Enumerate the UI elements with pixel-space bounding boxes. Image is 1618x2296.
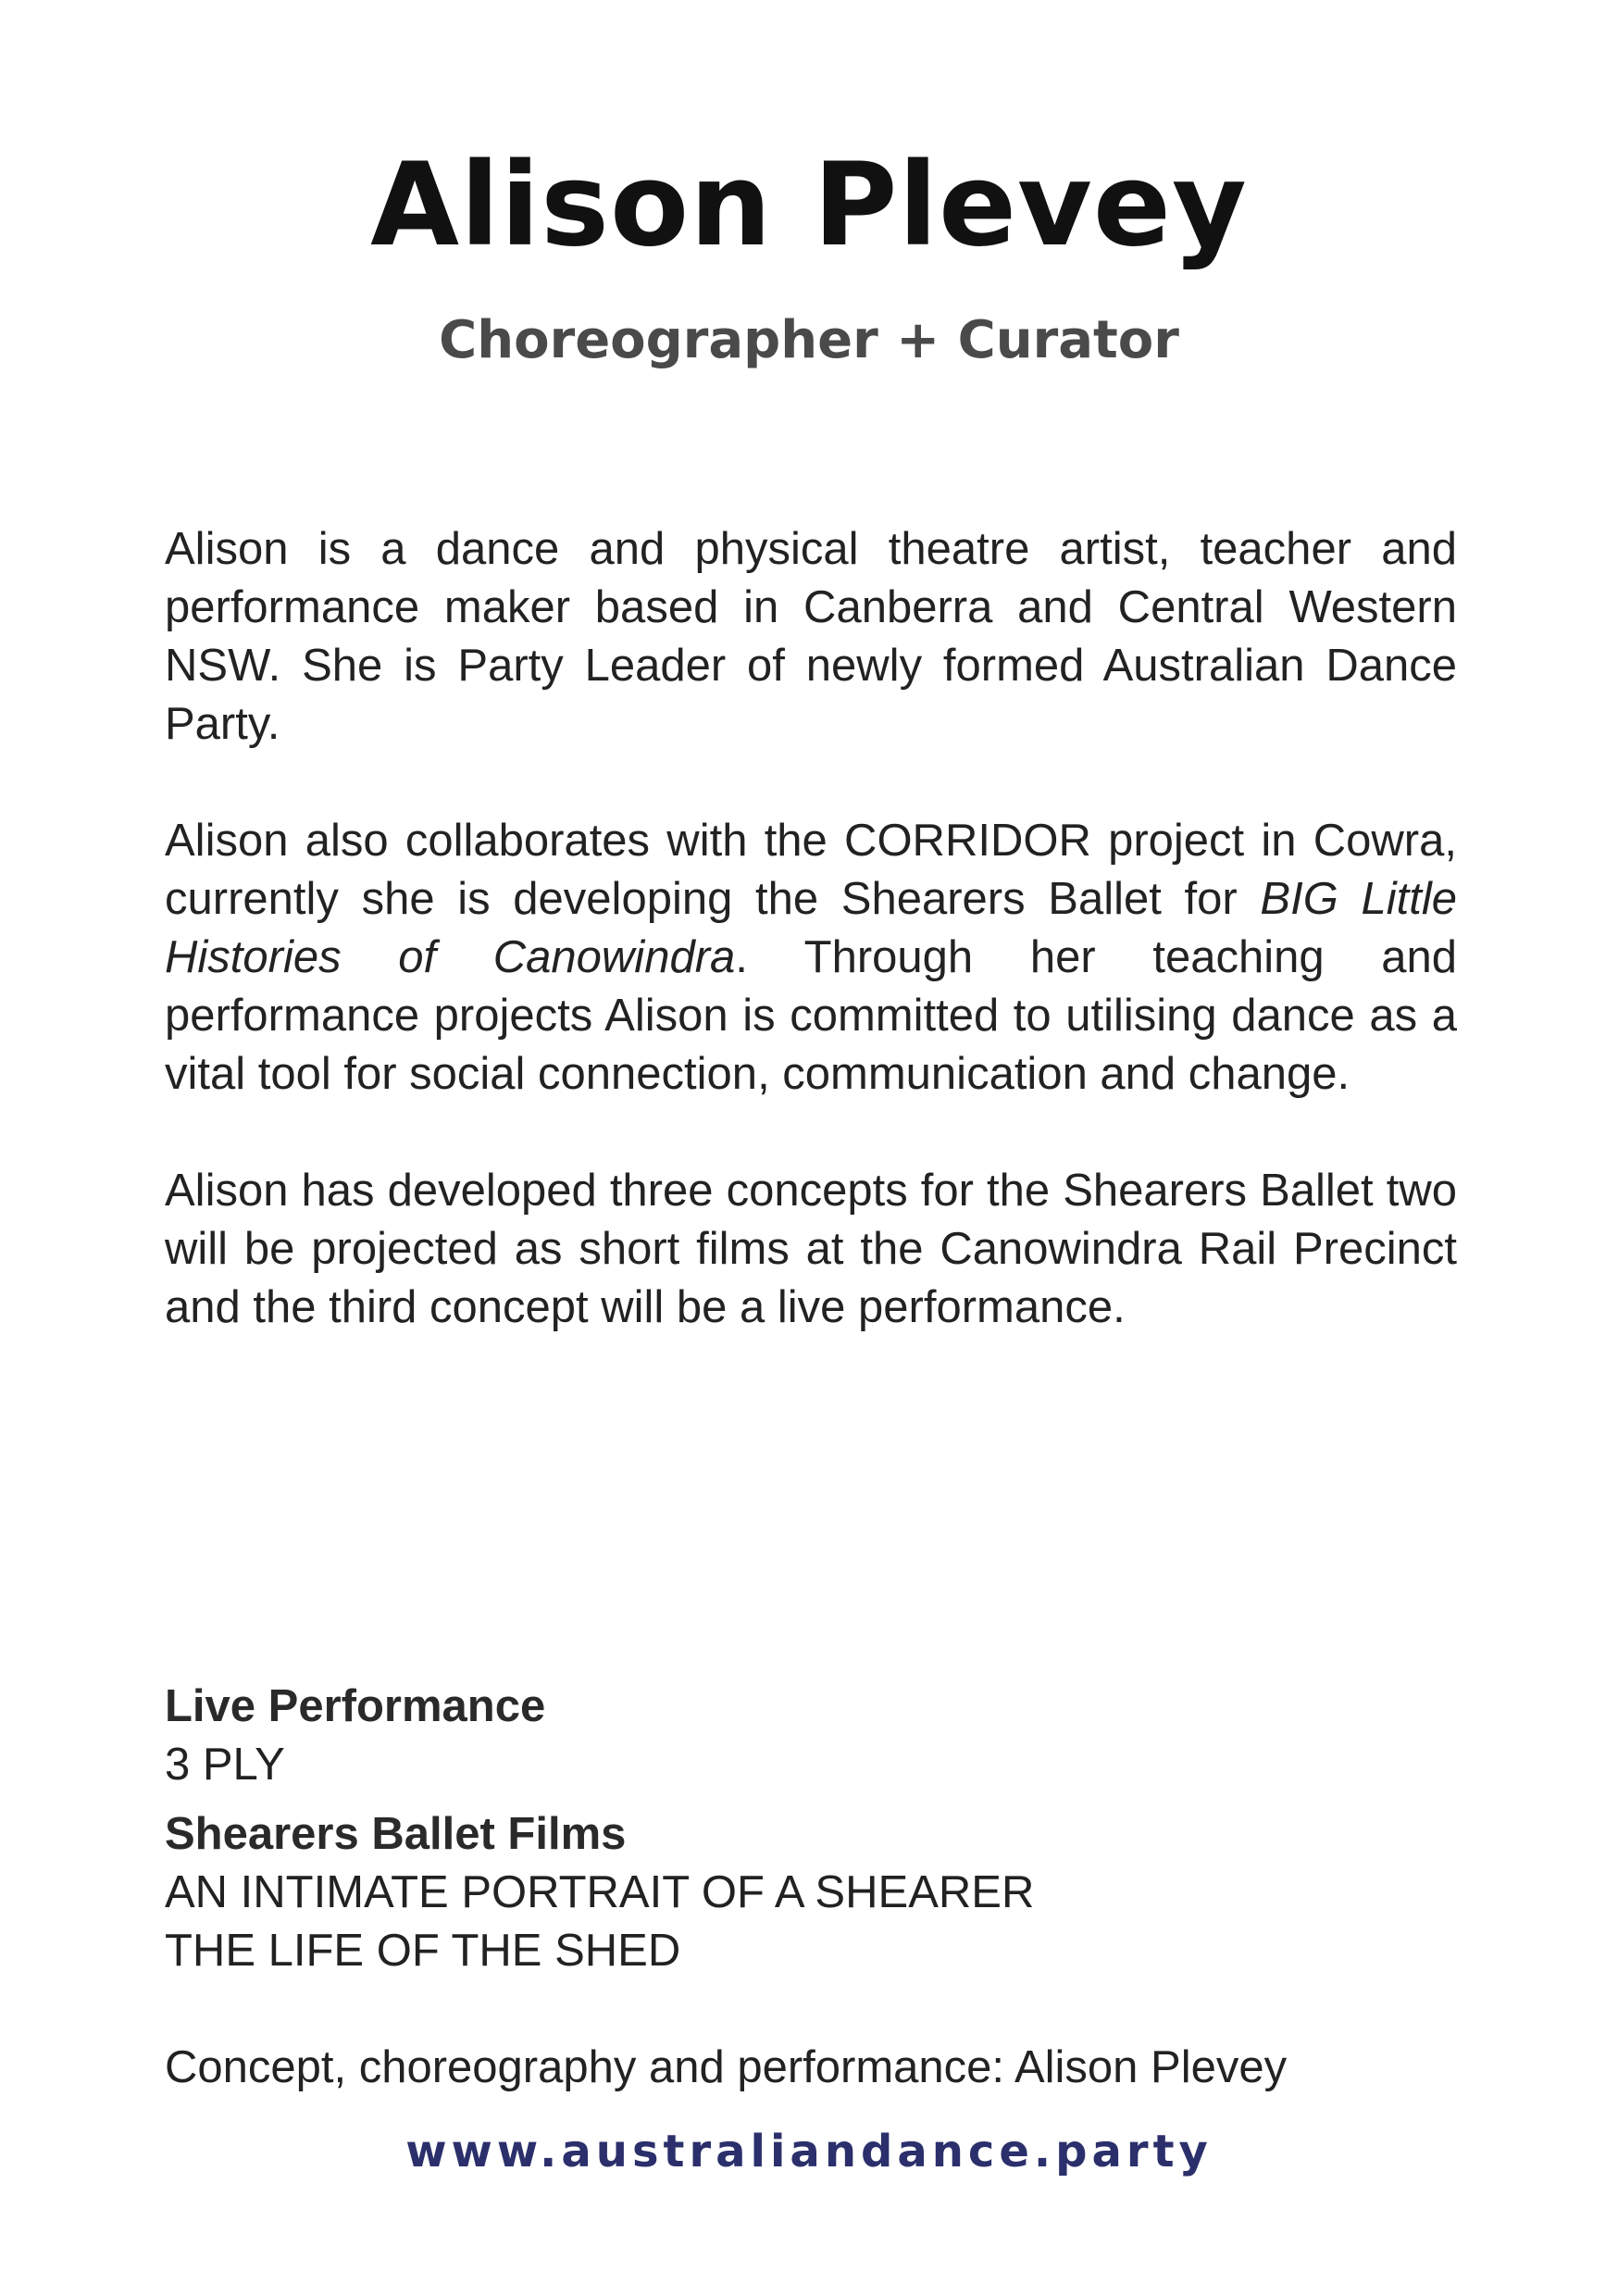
page-subtitle: Choreographer + Curator: [439, 310, 1179, 370]
live-performance-heading: Live Performance: [165, 1681, 546, 1731]
concept-credit: Concept, choreography and performance: Alison Plevey: [165, 2042, 1288, 2092]
credits-spacer: [165, 1794, 1457, 1805]
film-item: THE LIFE OF THE SHED: [165, 1926, 681, 1976]
bio-paragraph-2-text-b: . Through her teaching and performance projects Alison is committed to utilising dance as a vital tool for social connection, communication and change.: [165, 932, 1458, 1099]
bio-paragraph-3: Alison has developed three concepts for the Shearers Ballet two will be projected as short films at the Canowindra Rail Precinct and the third concept will be a live performance.: [165, 1166, 1457, 1332]
website-link[interactable]: www.australiandance.party: [405, 2126, 1213, 2177]
bio-paragraph-2: [165, 812, 1457, 1104]
film-item: AN INTIMATE PORTRAIT OF A SHEARER: [165, 1867, 1035, 1917]
project-title: BIG Little Histories of Canowindra: [165, 874, 1457, 982]
credits-section: [165, 1678, 1457, 2097]
live-performance-item: 3 PLY: [165, 1740, 285, 1790]
films-heading: Shearers Ballet Films: [165, 1809, 627, 1859]
bio-section: [165, 520, 1457, 1395]
bio-paragraph-2-text-a: Alison also collaborates with the CORRIDOR project in Cowra, currently she is developing the Shearers Ballet for: [165, 816, 1457, 924]
page-title: Alison Plevey: [370, 139, 1248, 272]
bio-paragraph-1: Alison is a dance and physical theatre artist, teacher and performance maker based in Canberra and Central Western NSW. She is Party Leader of newly formed Australian Dance Party.: [165, 524, 1457, 749]
credits-spacer: [165, 1980, 1457, 2039]
